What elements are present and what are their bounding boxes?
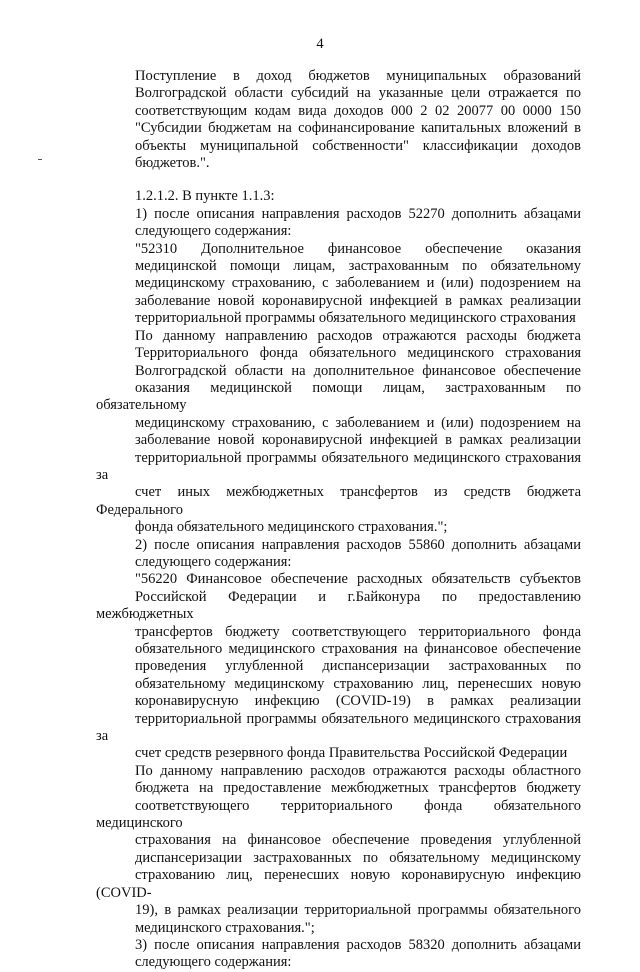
text-line: 2) после описания направления расходов 55860 дополнить абзацами	[135, 536, 581, 553]
text-line: Территориального фонда обязательного медицинского страхования	[135, 345, 581, 362]
text-line: соответствующего территориального фонда обязательного медицинского	[96, 797, 581, 832]
text-line: обязательному медицинскому страхованию лиц, перенесших новую	[135, 675, 581, 692]
text-line: медицинскому страхованию, с заболеванием и (или) подозрением на	[135, 414, 581, 431]
text-line: проведения углубленной диспансеризации застрахованных по	[135, 658, 581, 675]
text-line: 1) после описания направления расходов 52270 дополнить абзацами	[135, 205, 581, 222]
text-line: диспансеризации застрахованных по обязательному медицинскому	[135, 849, 581, 866]
text-line: "52310 Дополнительное финансовое обеспечение оказания	[135, 240, 581, 257]
text-line: территориальной программы обязательного медицинского страхования за	[96, 449, 581, 483]
text-line: соответствующим кодам вида доходов 000 2 02 20077 00 0000 150	[135, 102, 581, 119]
paragraph	[96, 328, 581, 537]
text-line: 3) после описания направления расходов 58320 дополнить абзацами	[135, 936, 581, 953]
paragraph	[96, 763, 581, 937]
page-number: 4	[316, 36, 324, 52]
text-line: территориальной программы обязательного медицинского страхования	[135, 310, 576, 327]
text-line: фонда обязательного медицинского страхования.";	[135, 519, 448, 536]
document-body	[96, 68, 581, 972]
text-line: бюджетов.".	[135, 155, 210, 172]
margin-mark	[38, 159, 42, 160]
text-line: обязательного медицинского страхования на финансовое обеспечение	[135, 641, 581, 657]
text-line: трансфертов бюджету соответствующего территориального фонда	[135, 623, 581, 640]
text-line: По данному направлению расходов отражаются расходы бюджета	[135, 327, 581, 344]
text-line: Волгоградской области на дополнительное финансовое обеспечение	[135, 362, 581, 379]
text-line: медицинскому страхованию, с заболеванием и (или) подозрением на	[135, 275, 581, 292]
text-line: 1.2.1.2. В пункте 1.1.3:	[135, 188, 275, 205]
text-line: Российской Федерации и г.Байконура по предоставлению межбюджетных	[96, 588, 581, 623]
text-line: "56220 Финансовое обеспечение расходных обязательств субъектов	[135, 571, 581, 588]
paragraph	[96, 537, 581, 572]
paragraph	[96, 188, 581, 205]
text-line: следующего содержания:	[135, 553, 292, 570]
paragraph	[96, 937, 581, 972]
text-line: заболевание новой коронавирусной инфекцией в рамках реализации	[135, 432, 581, 449]
text-line: страхования на финансовое обеспечение проведения углубленной	[135, 832, 581, 849]
paragraph	[96, 571, 581, 762]
text-line: медицинской помощи лицам, застрахованным по обязательному	[135, 258, 581, 275]
text-line: бюджета на предоставление межбюджетных трансфертов бюджету	[135, 780, 581, 797]
text-line: "Субсидии бюджетам на софинансирование капитальных вложений в	[135, 120, 581, 137]
text-line: коронавирусную инфекцию (COVID-19) в рамках реализации	[135, 693, 581, 710]
paragraph	[96, 206, 581, 241]
text-line: объекты муниципальной собственности" классификации доходов	[135, 137, 581, 154]
text-line: заболевание новой коронавирусной инфекцией в рамках реализации	[135, 292, 581, 309]
text-line: оказания медицинской помощи лицам, застрахованным по обязательному	[96, 379, 581, 414]
text-line: Волгоградской области субсидий на указанные цели отражается по	[135, 85, 581, 102]
text-line: следующего содержания:	[135, 954, 292, 971]
text-line: медицинского страхования.";	[135, 919, 315, 936]
text-line: страхованию лиц, перенесших новую коронавирусную инфекцию (COVID-	[96, 867, 581, 901]
text-line: По данному направлению расходов отражаются расходы областного	[135, 762, 581, 779]
paragraph	[96, 68, 581, 172]
text-line: территориальной программы обязательного медицинского страхования за	[96, 710, 581, 745]
text-line: счет иных межбюджетных трансфертов из средств бюджета Федерального	[96, 484, 581, 518]
text-line: 19), в рамках реализации территориальной программы обязательного	[135, 902, 581, 919]
text-line: следующего содержания:	[135, 223, 292, 240]
text-line: счет средств резервного фонда Правительства Российской Федерации	[135, 745, 568, 762]
paragraph	[96, 241, 581, 328]
text-line: Поступление в доход бюджетов муниципальных образований	[135, 68, 581, 84]
